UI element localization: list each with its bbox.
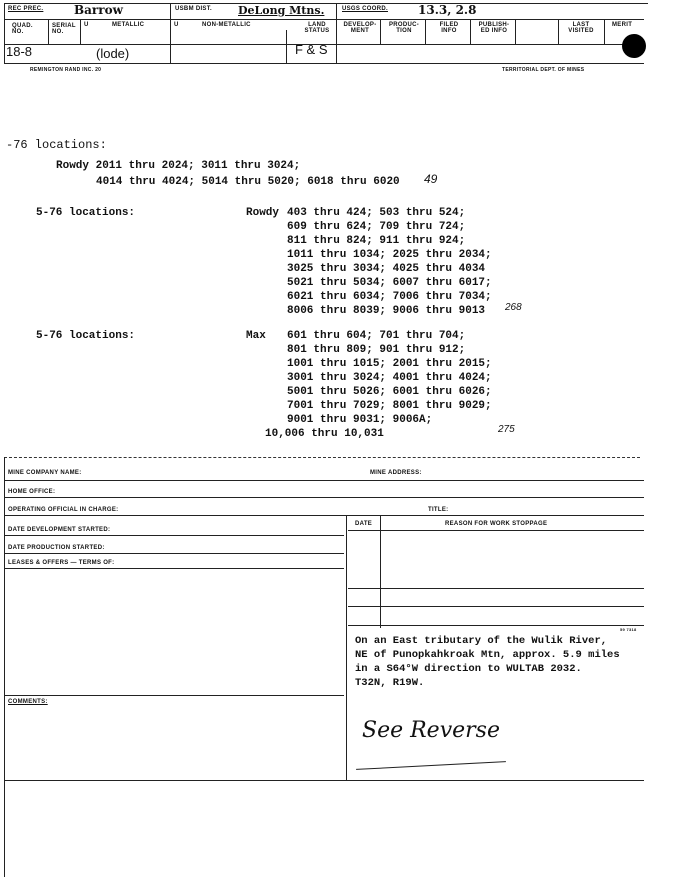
mine-address-label: MINE ADDRESS: [370, 470, 422, 476]
block1-line: 609 thru 624; 709 thru 724; [287, 221, 466, 233]
block1-line: 811 thru 824; 911 thru 924; [287, 235, 466, 247]
block2-line: 9001 thru 9031; 9006A; [287, 414, 433, 426]
location-line: in a S64°W direction to WULTAB 2032. [355, 663, 582, 675]
block2-line: 601 thru 604; 701 thru 704; [287, 330, 466, 342]
filed-info-label: FILED INFO [439, 22, 459, 34]
published-info-label: PUBLISH-ED INFO [478, 22, 510, 34]
mine-company-label: MINE COMPANY NAME: [8, 470, 82, 476]
location-line: On an East tributary of the Wulik River, [355, 635, 608, 647]
block2-label: 5-76 locations: [36, 330, 136, 342]
develop-label: DEVELOP-MENT [343, 22, 377, 34]
non-metallic-label: NON-METALLIC [202, 22, 251, 28]
quad-no-label: QUAD. NO. [12, 23, 33, 35]
comments-label: COMMENTS: [8, 699, 48, 705]
block2-line: 3001 thru 3024; 4001 thru 4024; [287, 372, 492, 384]
lode-value: (lode) [96, 46, 130, 61]
location-line: T32N, R19W. [355, 677, 425, 689]
block1-line: 6021 thru 6034; 7006 thru 7034; [287, 291, 492, 303]
leases-offers-label: LEASES & OFFERS — TERMS OF: [8, 560, 115, 566]
block2-last-line: 10,006 thru 10,031 [265, 428, 384, 440]
block2-line: 5001 thru 5026; 6001 thru 6026; [287, 386, 492, 398]
form-code: 59 7318 [620, 627, 637, 632]
block1-line: 5021 thru 5034; 6007 thru 6017; [287, 277, 492, 289]
merit-label: MERIT [612, 22, 633, 28]
usgs-coord-value: 13.3, 2.8 [418, 3, 477, 17]
handwritten-note-3: 275 [498, 424, 515, 435]
usgs-coord-label: USGS COORD. [342, 6, 388, 12]
produc-label: PRODUC-TION [388, 22, 420, 34]
rowdy-line-2: 4014 thru 4024; 5014 thru 5020; 6018 thru 6020 [96, 176, 400, 188]
u-label-1: U [84, 22, 89, 28]
u-label-2: U [174, 22, 179, 28]
signature-underline [356, 761, 506, 770]
land-status-label: LAND STATUS [304, 22, 330, 34]
signature: See Reverse [362, 718, 500, 743]
block1-label: 5-76 locations: [36, 207, 136, 219]
reason-work-stoppage-label: REASON FOR WORK STOPPAGE [445, 521, 548, 527]
location-line: NE of Punopkahkroak Mtn, approx. 5.9 miles [355, 649, 620, 661]
block2-line: 1001 thru 1015; 2001 thru 2015; [287, 358, 492, 370]
quad-value: 18-8 [6, 44, 33, 59]
rec-prec-value: Barrow [74, 3, 123, 17]
serial-no-label: SERIAL NO. [52, 23, 76, 35]
usbm-dist-value: DeLong Mtns. [238, 4, 325, 17]
metallic-label: METALLIC [112, 22, 145, 28]
block2-line: 7001 thru 7029; 8001 thru 9029; [287, 400, 492, 412]
date-column-label: DATE [355, 521, 373, 527]
block1-line: 8006 thru 8039; 9006 thru 9013 [287, 305, 486, 317]
block1-line: 3025 thru 3034; 4025 thru 4034 [287, 263, 486, 275]
last-visited-label: LAST VISITED [568, 22, 594, 34]
rec-prec-label: REC PREC. [8, 6, 44, 12]
block1-line: 403 thru 424; 503 thru 524; [287, 207, 466, 219]
printer-note: REMINGTON RAND INC. 20 [30, 67, 102, 73]
operating-official-label: OPERATING OFFICIAL IN CHARGE: [8, 507, 119, 513]
block1-name: Rowdy [246, 207, 280, 219]
handwritten-note-2: 268 [505, 302, 522, 313]
block1-line: 1011 thru 1034; 2025 thru 2034; [287, 249, 492, 261]
title-label: TITLE: [428, 507, 449, 513]
date-production-label: DATE PRODUCTION STARTED: [8, 545, 105, 551]
location-description [355, 634, 620, 690]
dept-note: TERRITORIAL DEPT. OF MINES [502, 67, 585, 73]
land-status-value: F & S [295, 42, 328, 57]
date-development-label: DATE DEVELOPMENT STARTED: [8, 527, 111, 533]
rowdy-line-1: Rowdy 2011 thru 2024; 3011 thru 3024; [56, 160, 301, 172]
block2-line: 801 thru 809; 901 thru 912; [287, 344, 466, 356]
block2-name: Max [246, 330, 266, 342]
handwritten-note-1: 49 [424, 172, 438, 186]
usbm-dist-label: USBM DIST. [175, 6, 213, 12]
intro-line: -76 locations: [6, 138, 107, 152]
home-office-label: HOME OFFICE: [8, 489, 56, 495]
punch-hole-mark [622, 34, 646, 58]
